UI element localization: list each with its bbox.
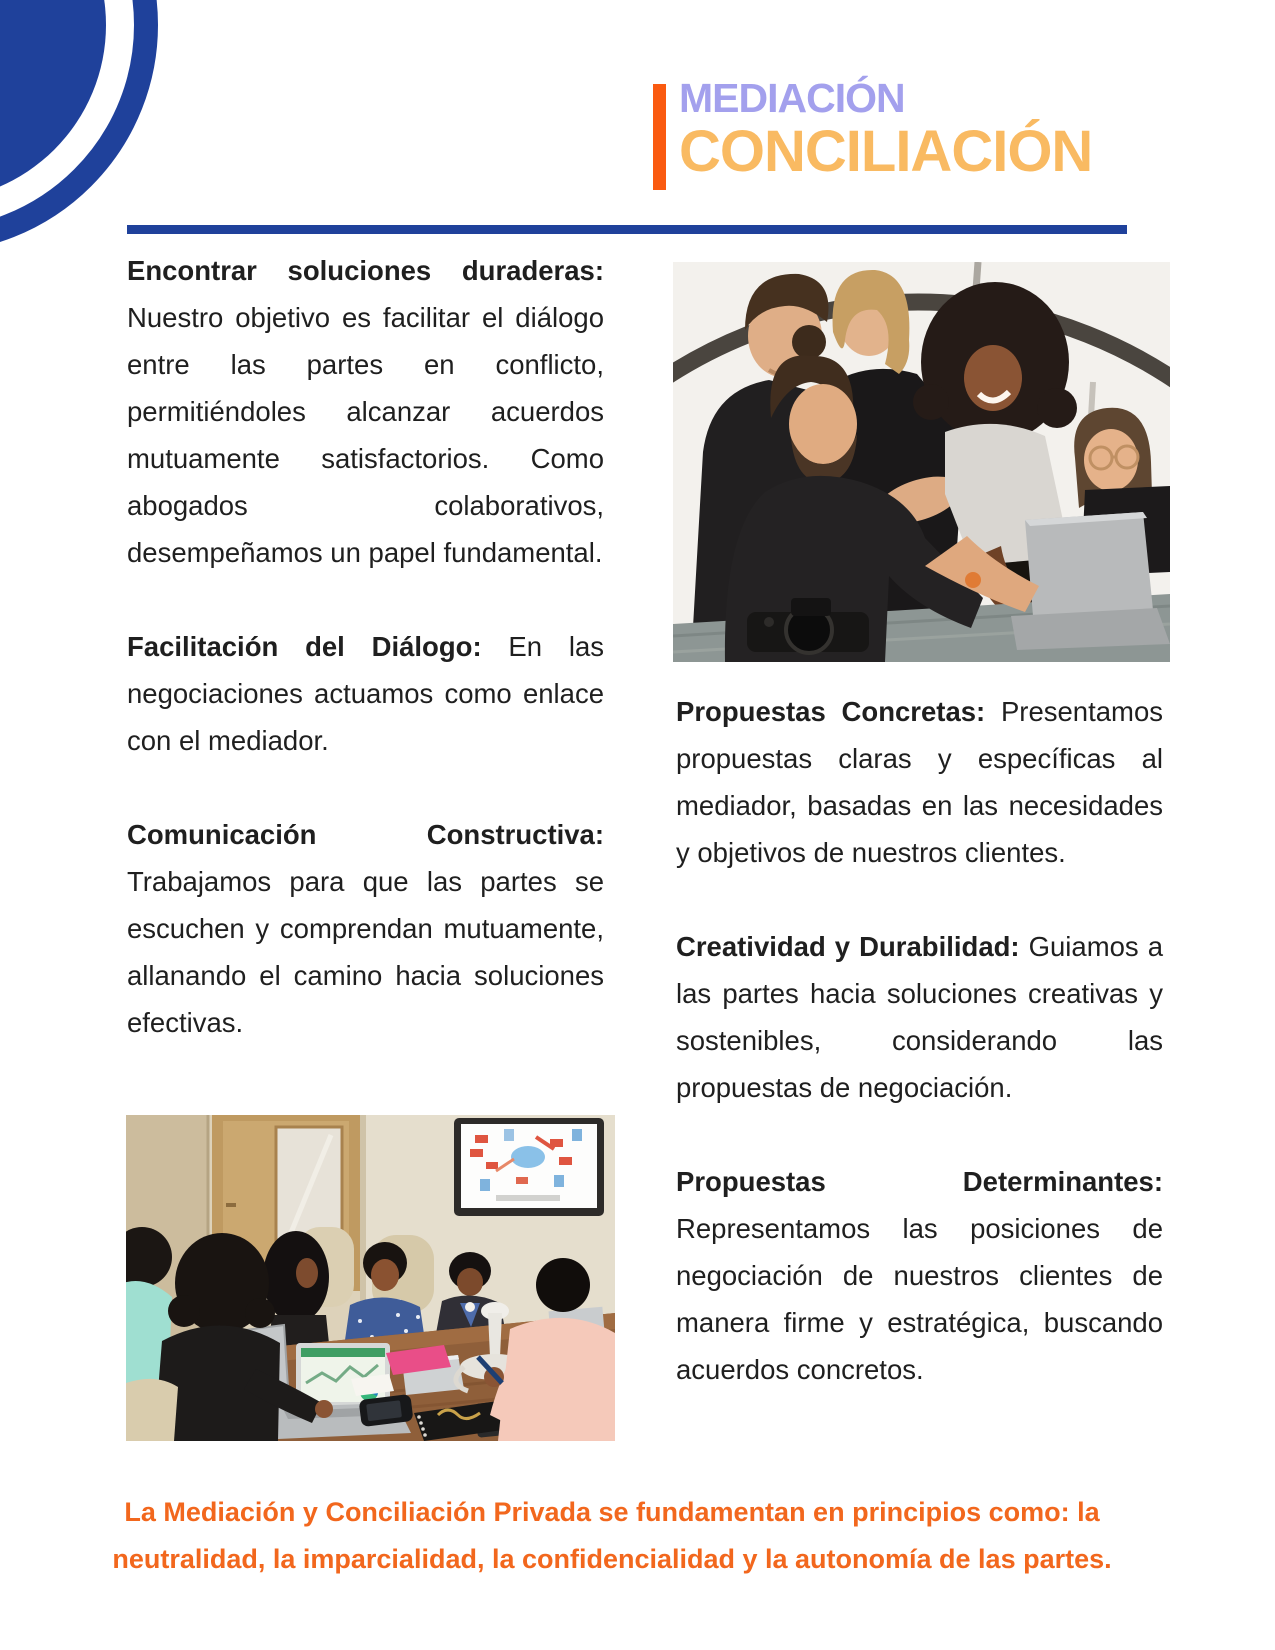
paragraph-body: Presentamos propuestas claras y específicas al mediador, basadas en las necesidades y objetivos de nuestros clientes. [676, 696, 1163, 868]
paragraph-body: Representamos las posiciones de negociación de nuestros clientes de manera firme y estratégica, buscando acuerdos concretos. [676, 1213, 1163, 1385]
right-column [676, 688, 1163, 1393]
footer-line-1: La Mediación y Conciliación Privada se fundamentan en principios como: la [124, 1497, 1100, 1527]
title-conciliacion: CONCILIACIÓN [679, 119, 1093, 184]
paragraph-body: Guiamos a las partes hacia soluciones creativas y sostenibles, considerando las propuestas de negociación. [676, 931, 1163, 1103]
paragraph-propuestas-determinantes [676, 1158, 1163, 1393]
paragraph-body: Nuestro objetivo es facilitar el diálogo entre las partes en conflicto, permitiéndoles alcanzar acuerdos mutuamente satisfactorios. Como abogados colaborativos, desempeñamos un papel fundamental. [127, 302, 604, 568]
paragraph-comunicacion-constructiva [127, 811, 604, 1046]
paragraph-heading: Encontrar soluciones duraderas: [127, 255, 604, 286]
title-mediacion: MEDIACIÓN [679, 75, 905, 121]
paragraph-encontrar-soluciones [127, 247, 604, 576]
paragraph-body: Trabajamos para que las partes se escuchen y comprendan mutuamente, allanando el camino hacia soluciones efectivas. [127, 866, 604, 1038]
footer-principles [0, 1489, 1224, 1583]
header-accent-bar [653, 84, 666, 190]
meeting-room-photo [126, 1115, 615, 1441]
footer-line-2: neutralidad, la imparcialidad, la confidencialidad y la autonomía de las partes. [112, 1544, 1112, 1574]
paragraph-facilitacion-dialogo [127, 623, 604, 764]
paragraph-creatividad-durabilidad [676, 923, 1163, 1111]
paragraph-heading: Facilitación del Diálogo: [127, 631, 482, 662]
team-collaboration-photo [673, 262, 1170, 662]
brand-title [679, 75, 1093, 184]
paragraph-body: En las negociaciones actuamos como enlace con el mediador. [127, 631, 604, 756]
left-column [127, 247, 604, 1046]
header-divider-line [127, 225, 1127, 234]
paragraph-propuestas-concretas [676, 688, 1163, 876]
paragraph-heading: Comunicación Constructiva: [127, 819, 604, 850]
paragraph-heading: Propuestas Determinantes: [676, 1166, 1163, 1197]
corner-circle-decoration [0, 0, 260, 260]
paragraph-heading: Creatividad y Durabilidad: [676, 931, 1020, 962]
paragraph-heading: Propuestas Concretas: [676, 696, 986, 727]
